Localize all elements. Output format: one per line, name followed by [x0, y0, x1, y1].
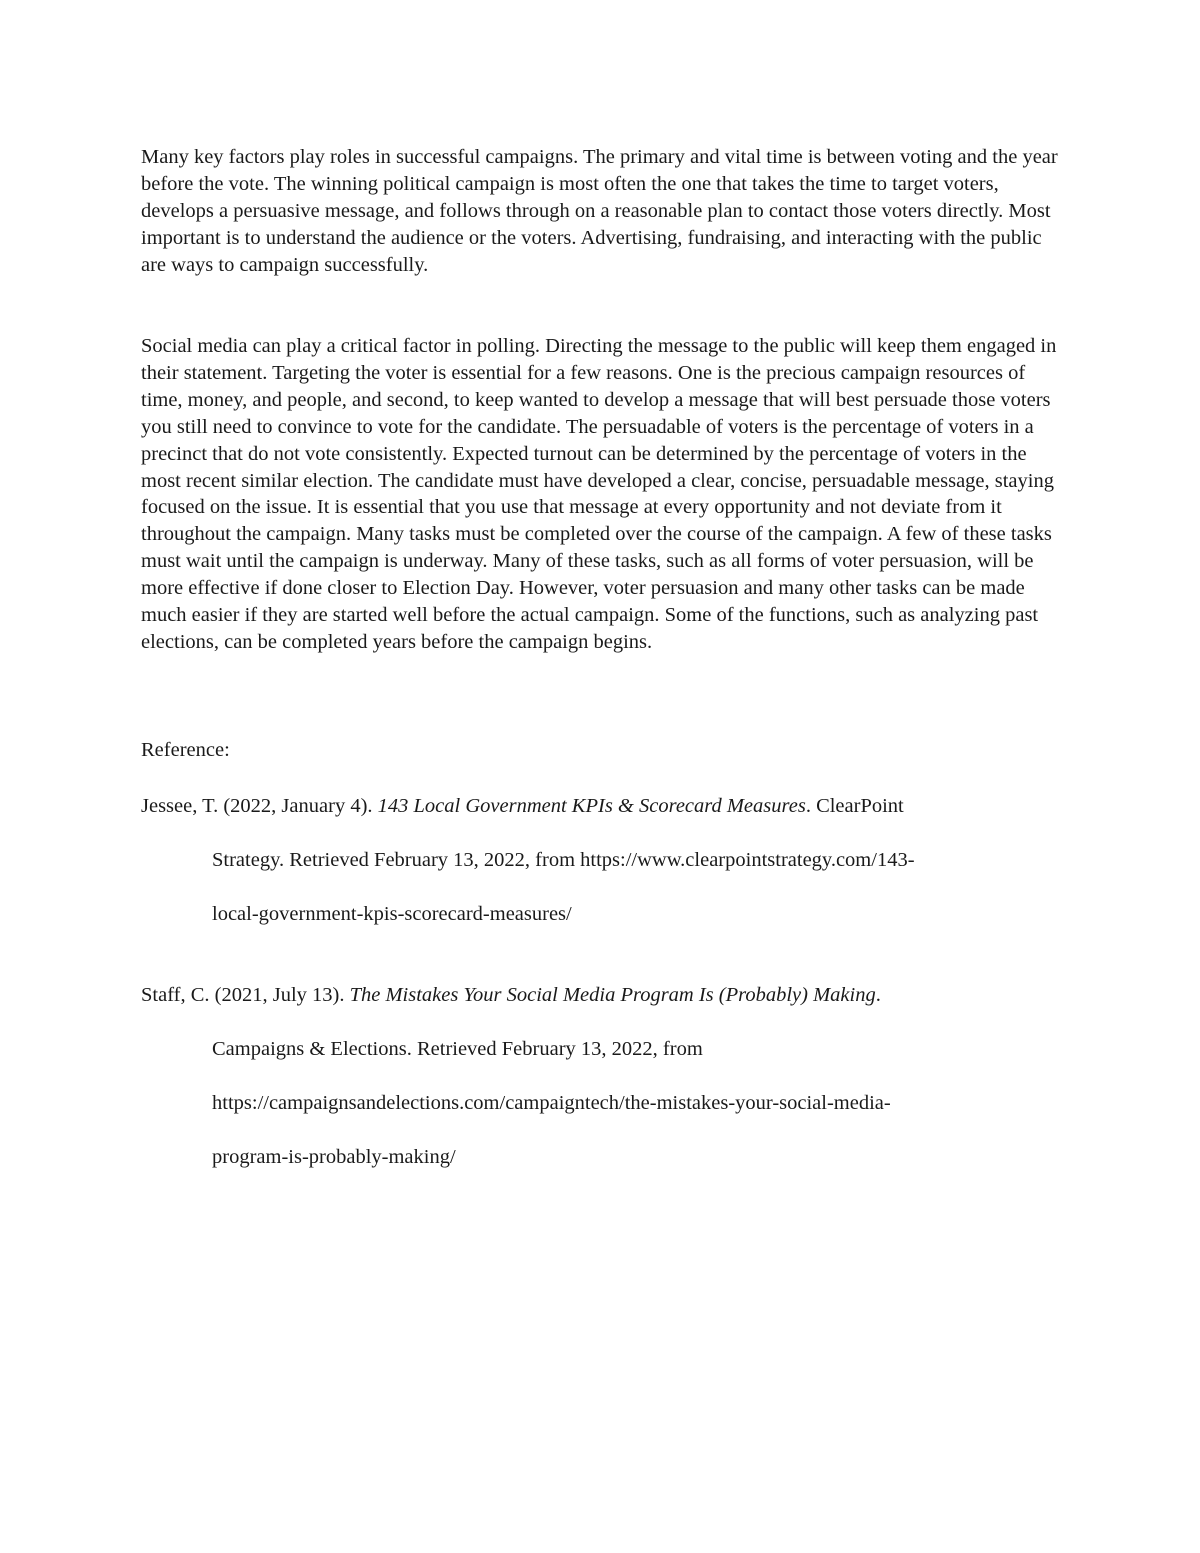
reference-2-author-date: Staff, C. (2021, July 13). — [141, 984, 350, 1006]
reference-2-after-title: . — [875, 984, 881, 1006]
body-paragraph-1: Many key factors play roles in successful campaigns. The primary and vital time is between voting and the year before the vote. The winning political campaign is most often the one that takes the time to target voters, develops a persuasive message, and follows through on a reasonable plan to contact those voters directly. Most important is to understand the audience or the voters. Advertising, fundraising, and interacting with the public are ways to campaign successfully. — [141, 146, 1058, 276]
reference-1-first-line — [141, 793, 904, 819]
reference-2-line-3: https://campaignsandelections.com/campaigntech/the-mistakes-your-social-media- — [212, 1092, 891, 1114]
reference-1-author-date: Jessee, T. (2022, January 4). — [141, 795, 378, 817]
reference-2-first-line — [141, 982, 881, 1008]
reference-1-publisher: . ClearPoint — [805, 795, 904, 817]
reference-1-line-3: local-government-kpis-scorecard-measures/ — [212, 903, 572, 925]
reference-1-line-2: Strategy. Retrieved February 13, 2022, from https://www.clearpointstrategy.com/143- — [212, 849, 915, 871]
reference-2-title: The Mistakes Your Social Media Program Is (Probably) Making — [349, 984, 876, 1006]
body-paragraph-2: Social media can play a critical factor in polling. Directing the message to the public will keep them engaged in their statement. Targeting the voter is essential for a few reasons. One is the precious campaign resources of time, money, and people, and second, to keep wanted to develop a message that will best persuade those voters you still need to convince to vote for the candidate. The persuadable of voters is the percentage of voters in a precinct that do not vote consistently. Expected turnout can be determined by the percentage of voters in the most recent similar election. The candidate must have developed a clear, concise, persuadable message, staying focused on the issue. It is essential that you use that message at every opportunity and not deviate from it throughout the campaign. Many tasks must be completed over the course of the campaign. A few of these tasks must wait until the campaign is underway. Many of these tasks, such as all forms of voter persuasion, will be more effective if done closer to Election Day. However, voter persuasion and many other tasks can be made much easier if they are started well before the actual campaign. Some of the functions, such as analyzing past elections, can be completed years before the campaign begins. — [141, 335, 1057, 653]
reference-2-line-2: Campaigns & Elections. Retrieved February 13, 2022, from — [212, 1038, 703, 1060]
reference-2-line-4: program-is-probably-making/ — [212, 1146, 456, 1168]
reference-heading: Reference: — [141, 739, 230, 761]
reference-1-title: 143 Local Government KPIs & Scorecard Measures — [377, 795, 806, 817]
